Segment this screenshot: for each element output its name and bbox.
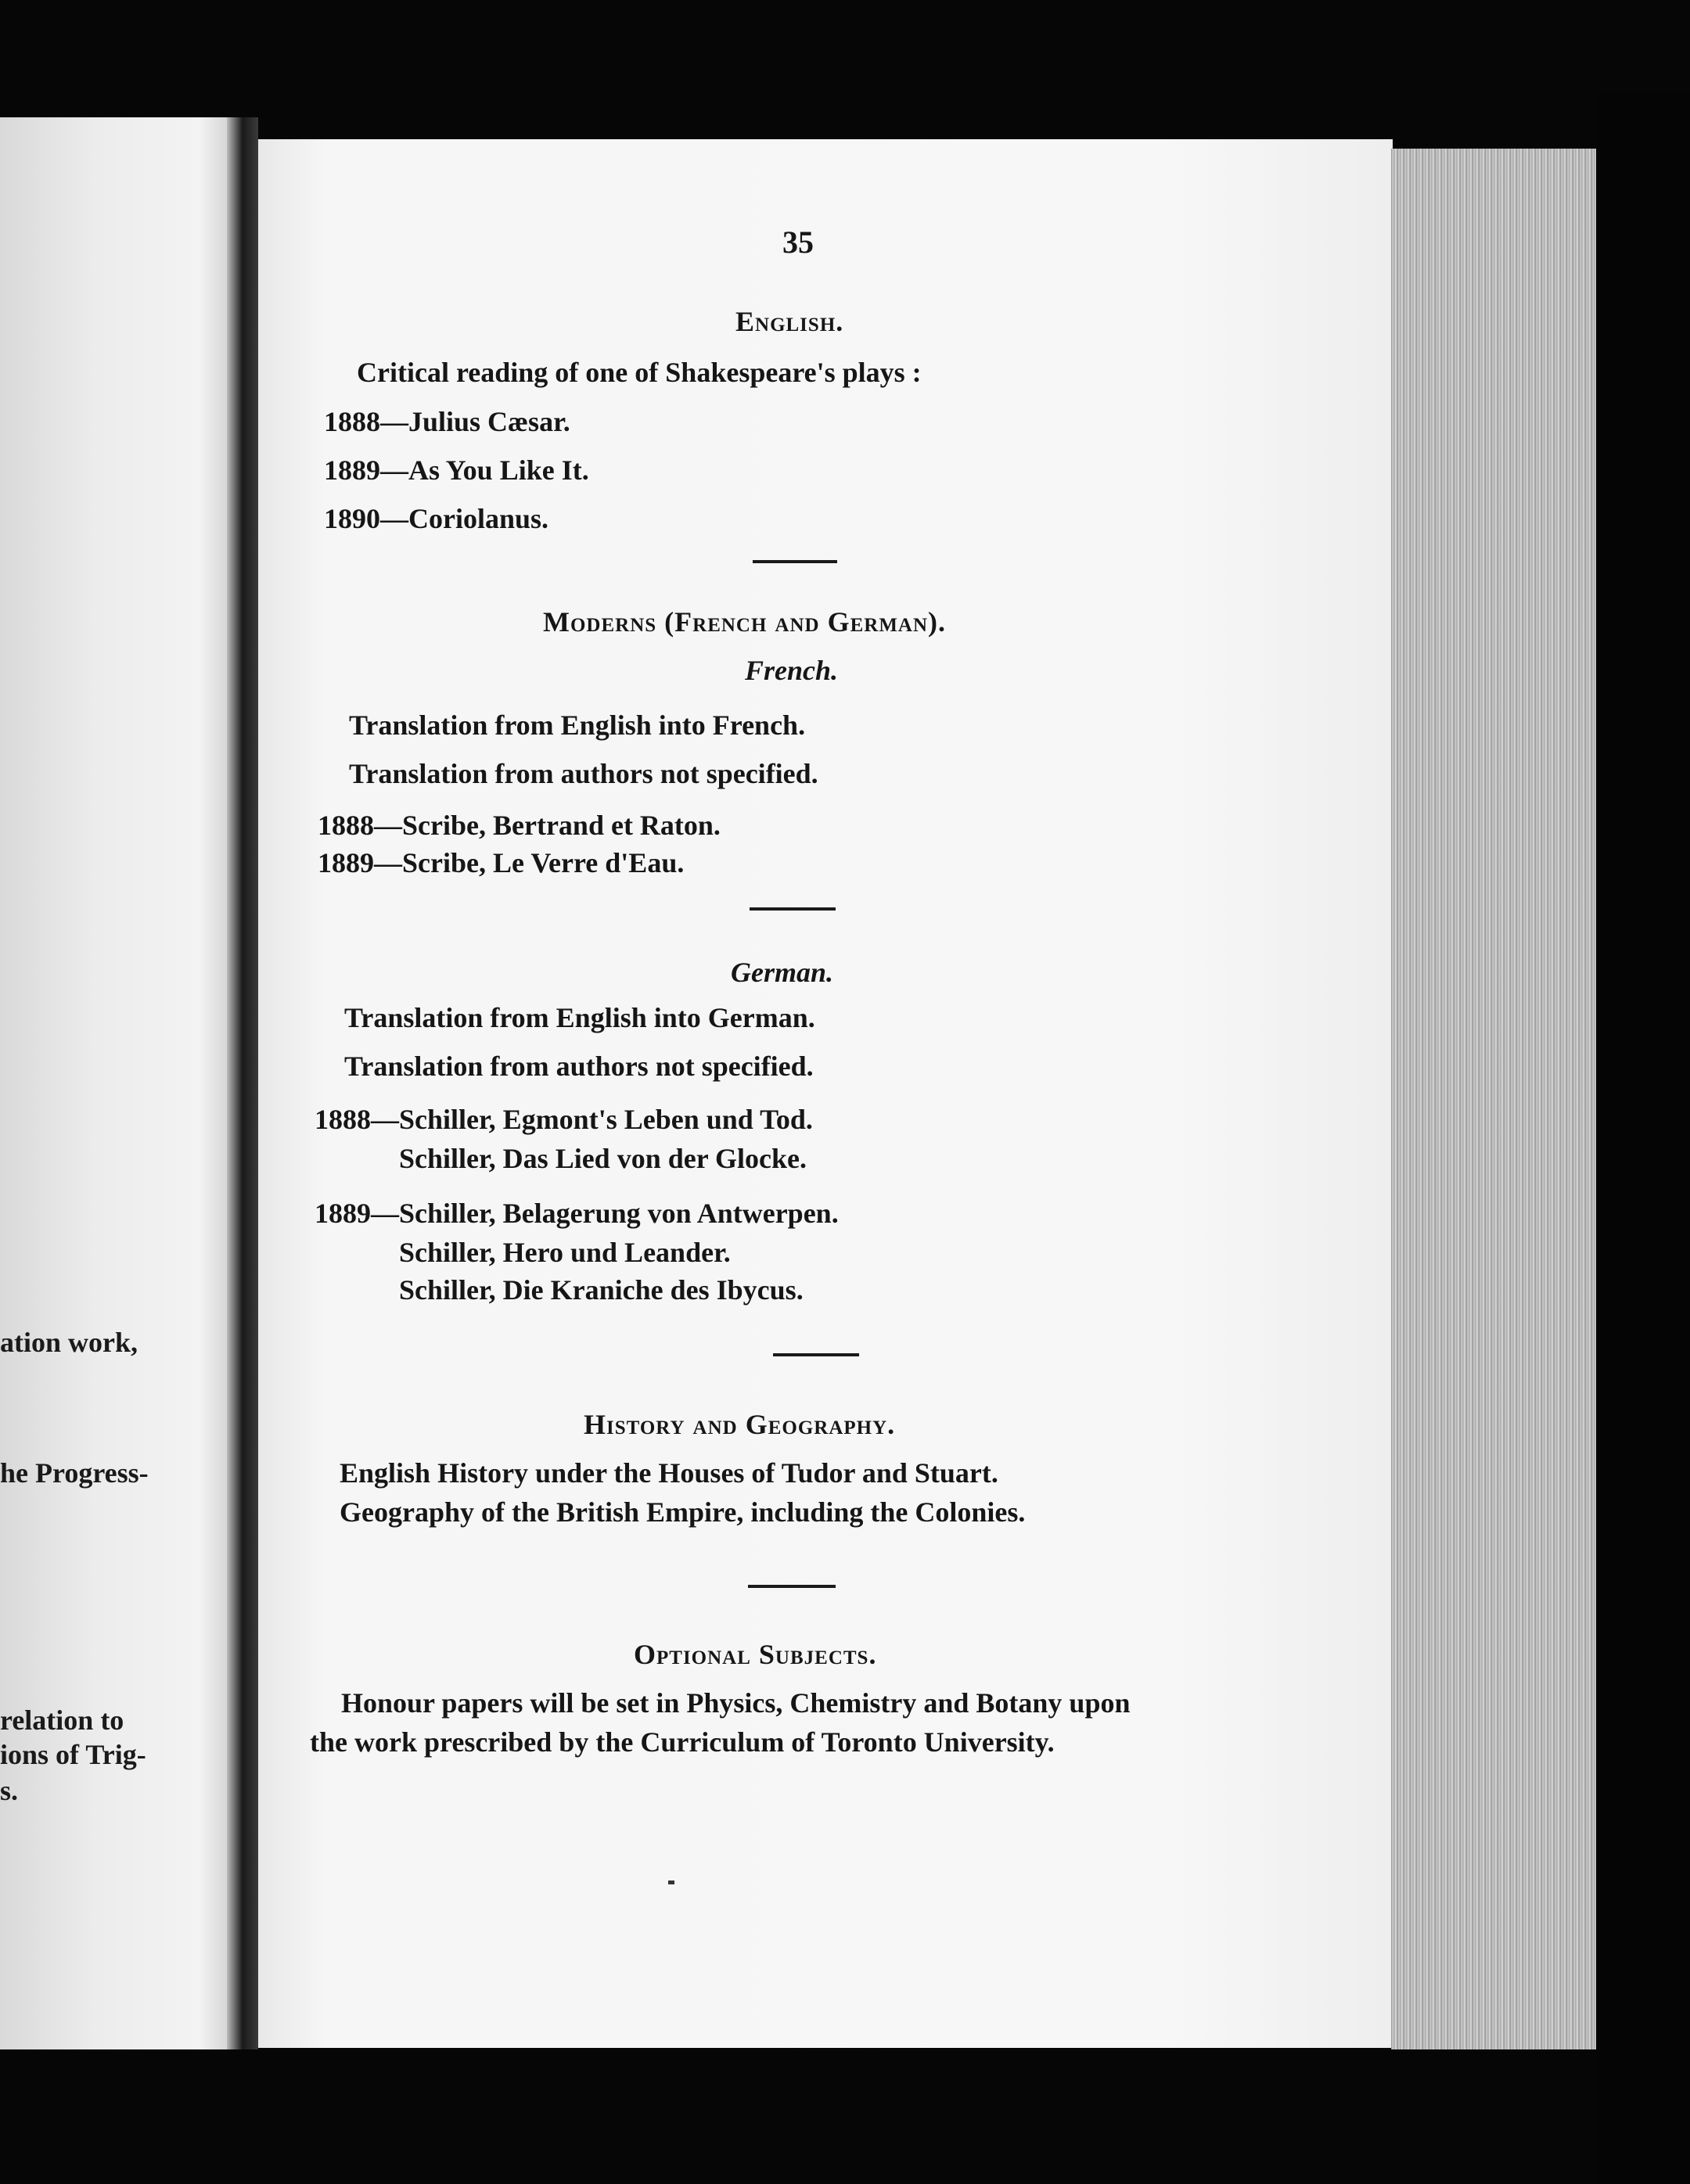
english-intro: Critical reading of one of Shakespeare's plays : [357,357,922,388]
previous-page-fragment [0,117,235,2049]
german-line: 1888—Schiller, Egmont's Leben und Tod. [315,1104,813,1135]
left-page-line: he Progress- [0,1457,149,1489]
french-line: Translation from authors not specified. [349,758,818,789]
book-gutter [227,117,258,2049]
section-heading-english: English. [735,306,844,337]
history-line: Geography of the British Empire, including the Colonies. [340,1496,1026,1528]
optional-line: Honour papers will be set in Physics, Chemistry and Botany upon [341,1687,1131,1719]
german-line: Schiller, Das Lied von der Glocke. [399,1143,807,1174]
left-page-line: relation to [0,1704,124,1736]
section-divider [748,1585,836,1588]
page-edges [1391,149,1601,2049]
left-page-line: ions of Trig- [0,1739,146,1770]
german-line: 1889—Schiller, Belagerung von Antwerpen. [315,1198,839,1229]
list-item: 1888—Julius Cæsar. [324,406,570,437]
german-line: Schiller, Hero und Leander. [399,1237,731,1268]
german-line: Translation from authors not specified. [344,1051,814,1082]
page-number: 35 [782,225,814,260]
german-line: Translation from English into German. [344,1002,815,1033]
section-divider [750,907,836,911]
section-heading-history: History and Geography. [584,1409,896,1440]
ink-speck [668,1880,674,1884]
french-line: Translation from English into French. [349,709,806,741]
section-divider [753,560,837,563]
left-page-line: ation work, [0,1327,138,1358]
section-heading-moderns: Moderns (French and German). [543,606,947,638]
left-page-line: s. [0,1775,19,1806]
history-line: English History under the Houses of Tudor and Stuart. [340,1457,998,1489]
subheading-german: German. [731,957,834,988]
optional-line: the work prescribed by the Curriculum of Toronto University. [310,1726,1055,1758]
french-line: 1888—Scribe, Bertrand et Raton. [318,810,721,841]
section-heading-optional: Optional Subjects. [634,1639,877,1670]
list-item: 1889—As You Like It. [324,454,589,486]
list-item: 1890—Coriolanus. [324,503,549,534]
french-line: 1889—Scribe, Le Verre d'Eau. [318,847,685,878]
section-divider [773,1353,859,1356]
german-line: Schiller, Die Kraniche des Ibycus. [399,1274,804,1306]
subheading-french: French. [745,655,839,686]
scan-shadow [1596,94,1690,2184]
